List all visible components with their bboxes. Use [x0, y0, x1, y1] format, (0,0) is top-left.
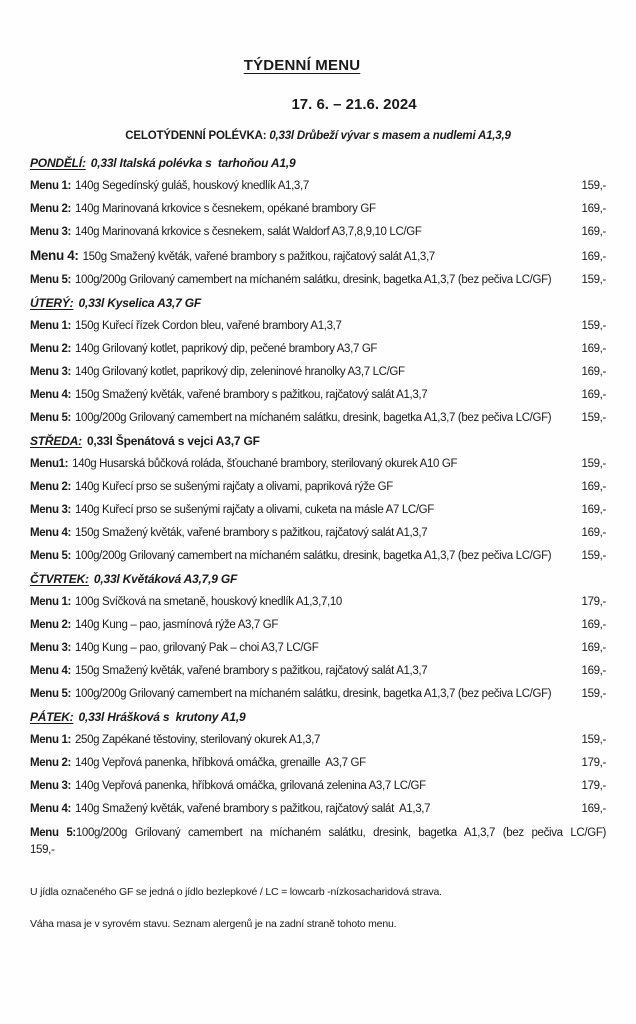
day-header-monday: [30, 156, 606, 171]
menu-text: 140g Kung – pao, grilovaný Pak – choi A3,7 LC/GF: [75, 642, 319, 654]
menu-text: 140g Grilovaný kotlet, paprikový dip, zeleninové hranolky A3,7 LC/GF: [75, 366, 405, 378]
menu-text: 150g Smažený květák, vařené brambory s pažitkou, rajčatový salát A1,3,7: [75, 389, 428, 401]
menu-text: 150g Smažený květák, vařené brambory s pažitkou, rajčatový salát A1,3,7: [82, 251, 435, 263]
menu-text: 100g/200g Grilovaný camembert na míchaném salátku, dresink, bagetka A1,3,7 (bez pečiva LC/GF): [75, 688, 552, 700]
day-header-friday: [30, 710, 606, 725]
menu-label: Menu 2:: [30, 343, 71, 355]
menu-row: [30, 225, 606, 240]
weekly-soup-label: CELOTÝDENNÍ POLÉVKA:: [125, 130, 267, 142]
menu-price: 169,-: [581, 203, 606, 215]
menu-price: 169,-: [581, 226, 606, 238]
menu-price: 159,-: [581, 550, 606, 562]
menu-label: Menu 1:: [30, 734, 71, 746]
menu-label: Menu 1:: [30, 596, 71, 608]
menu-row: [30, 549, 606, 564]
menu-label: Menu 5:: [30, 688, 71, 700]
menu-label: Menu 3:: [30, 642, 71, 654]
menu-label: Menu 4:: [30, 527, 71, 539]
menu-label: Menu 3:: [30, 366, 71, 378]
day-name: PÁTEK:: [30, 710, 74, 724]
menu-label: Menu 2:: [30, 481, 71, 493]
menu-label: Menu 5:: [30, 274, 71, 286]
menu-text: 140g Husarská bůčková roláda, šťouchané brambory, sterilovaný okurek A10 GF: [72, 458, 458, 470]
menu-row: [30, 457, 606, 472]
menu-label: Menu 4:: [30, 248, 79, 263]
menu-row: [30, 687, 606, 702]
menu-row: [30, 733, 606, 748]
menu-price: 169,-: [581, 642, 606, 654]
menu-label: Menu 3:: [30, 226, 71, 238]
day-soup: 0,33l Hrášková s krutony A1,9: [78, 710, 246, 724]
date-range: 17. 6. – 21.6. 2024: [291, 96, 417, 113]
menu-price: 179,-: [581, 757, 606, 769]
page-title: TÝDENNÍ MENU: [243, 57, 361, 74]
menu-text: 140g Segedínský guláš, houskový knedlík A1,3,7: [75, 180, 309, 192]
menu-text: 150g Kuřecí řízek Cordon bleu, vařené brambory A1,3,7: [75, 320, 342, 332]
menu-price: 169,-: [581, 343, 606, 355]
day-header-wednesday: [30, 434, 606, 449]
menu-row: [30, 365, 606, 380]
day-soup: 0,33l Květáková A3,7,9 GF: [93, 572, 238, 586]
menu-row: [30, 779, 606, 794]
menu-price: 169,-: [581, 389, 606, 401]
menu-row: [30, 480, 606, 495]
menu-price: 159,-: [581, 274, 606, 286]
menu-price: 159,-: [30, 843, 55, 856]
menu-row: [30, 802, 606, 817]
menu-label: Menu 5:: [30, 827, 76, 839]
menu-row: [30, 248, 606, 265]
menu-label: Menu 4:: [30, 389, 71, 401]
menu-text: 140g Kung – pao, jasmínová rýže A3,7 GF: [75, 619, 279, 631]
menu-label: Menu 1:: [30, 180, 71, 192]
menu-row: [30, 179, 606, 194]
menu-text: 150g Smažený květák, vařené brambory s pažitkou, rajčatový salát A1,3,7: [75, 527, 428, 539]
menu-price: 159,-: [581, 734, 606, 746]
menu-row: [30, 388, 606, 403]
menu-row: [30, 411, 606, 426]
menu-text: 140g Grilovaný kotlet, paprikový dip, pečené brambory A3,7 GF: [75, 343, 378, 355]
menu-label: Menu 5:: [30, 550, 71, 562]
menu-price: 169,-: [581, 665, 606, 677]
menu-price: 169,-: [581, 527, 606, 539]
menu-price: 179,-: [581, 780, 606, 792]
menu-text: 100g/200g Grilovaný camembert na míchaném salátku, dresink, bagetka A1,3,7 (bez pečiva LC/GF): [75, 827, 606, 839]
menu-row: [30, 273, 606, 288]
menu-text: 140g Vepřová panenka, hříbková omáčka, grilovaná zelenina A3,7 LC/GF: [75, 780, 426, 792]
weekly-soup-text: 0,33l Drůbeží vývar s masem a nudlemi A1,3,9: [269, 130, 511, 142]
day-name: STŘEDA:: [30, 434, 82, 448]
menu-text: 140g Marinovaná krkovice s česnekem, opékané brambory GF: [75, 203, 376, 215]
menu-text: 140g Marinovaná krkovice s česnekem, salát Waldorf A3,7,8,9,10 LC/GF: [75, 226, 422, 238]
menu-price: 169,-: [581, 504, 606, 516]
weekly-soup-line: [30, 129, 606, 144]
day-name: ÚTERÝ:: [30, 296, 74, 310]
menu-price: 159,-: [581, 320, 606, 332]
menu-text: 100g Svíčková na smetaně, houskový knedlík A1,3,7,10: [75, 596, 342, 608]
menu-text: 140g Kuřecí prso se sušenými rajčaty a olivami, papriková rýže GF: [75, 481, 393, 493]
menu-label: Menu 2:: [30, 203, 71, 215]
menu-label: Menu 2:: [30, 619, 71, 631]
menu-label: Menu 5:: [30, 412, 71, 424]
menu-price: 169,-: [581, 619, 606, 631]
day-soup: 0,33l Italská polévka s tarhoňou A1,9: [90, 156, 296, 170]
menu-price: 169,-: [581, 481, 606, 493]
footer-note-weight: Váha masa je v syrovém stavu. Seznam alergenů je na zadní straně tohoto menu.: [30, 918, 397, 930]
menu-price: 159,-: [581, 688, 606, 700]
menu-row: [30, 756, 606, 771]
menu-price: 159,-: [581, 180, 606, 192]
day-header-tuesday: [30, 296, 606, 311]
menu-row: [30, 342, 606, 357]
menu-price: 179,-: [581, 596, 606, 608]
menu-row: [30, 595, 606, 610]
menu-row: [30, 641, 606, 656]
menu-text: 140g Vepřová panenka, hříbková omáčka, grenaille A3,7 GF: [75, 757, 366, 769]
menu-row: [30, 664, 606, 679]
menu-row: [30, 319, 606, 334]
menu-row: [30, 618, 606, 633]
menu-price: 159,-: [581, 412, 606, 424]
menu-label: Menu 4:: [30, 665, 71, 677]
footer-notes: [30, 885, 606, 931]
menu-label: Menu 2:: [30, 757, 71, 769]
day-name: ČTVRTEK:: [30, 572, 89, 586]
menu-text: 140g Kuřecí prso se sušenými rajčaty a olivami, cuketa na másle A7 LC/GF: [75, 504, 434, 516]
menu-row: [30, 202, 606, 217]
menu-price: 169,-: [581, 803, 606, 815]
day-soup: 0,33l Špenátová s vejci A3,7 GF: [86, 434, 260, 448]
menu-price: 169,-: [581, 251, 606, 263]
menu-price: 169,-: [581, 366, 606, 378]
day-header-thursday: [30, 572, 606, 587]
menu-label: Menu 1:: [30, 320, 71, 332]
menu-text: 150g Smažený květák, vařené brambory s pažitkou, rajčatový salát A1,3,7: [75, 665, 428, 677]
menu-text: 100g/200g Grilovaný camembert na míchaném salátku, dresink, bagetka A1,3,7 (bez pečiva LC/GF): [75, 412, 552, 424]
menu-row: [30, 526, 606, 541]
day-name: PONDĚLÍ:: [30, 156, 86, 170]
menu-label: Menu1:: [30, 458, 69, 470]
menu-text: 100g/200g Grilovaný camembert na míchaném salátku, dresink, bagetka A1,3,7 (bez pečiva LC/GF): [75, 274, 552, 286]
menu-text: 250g Zapékané těstoviny, sterilovaný okurek A1,3,7: [75, 734, 321, 746]
menu-price: 159,-: [581, 458, 606, 470]
day-soup: 0,33l Kyselica A3,7 GF: [78, 296, 202, 310]
footer-note-gf: U jídla označeného GF se jedná o jídlo bezlepkové / LC = lowcarb -nízkosacharidová strava.: [30, 886, 442, 898]
menu-row: [30, 825, 606, 858]
menu-text: 140g Smažený květák, vařené brambory s pažitkou, rajčatový salát A1,3,7: [75, 803, 431, 815]
menu-row: [30, 503, 606, 518]
menu-label: Menu 3:: [30, 780, 71, 792]
menu-text: 100g/200g Grilovaný camembert na míchaném salátku, dresink, bagetka A1,3,7 (bez pečiva LC/GF): [75, 550, 552, 562]
menu-label: Menu 4:: [30, 803, 71, 815]
menu-label: Menu 3:: [30, 504, 71, 516]
